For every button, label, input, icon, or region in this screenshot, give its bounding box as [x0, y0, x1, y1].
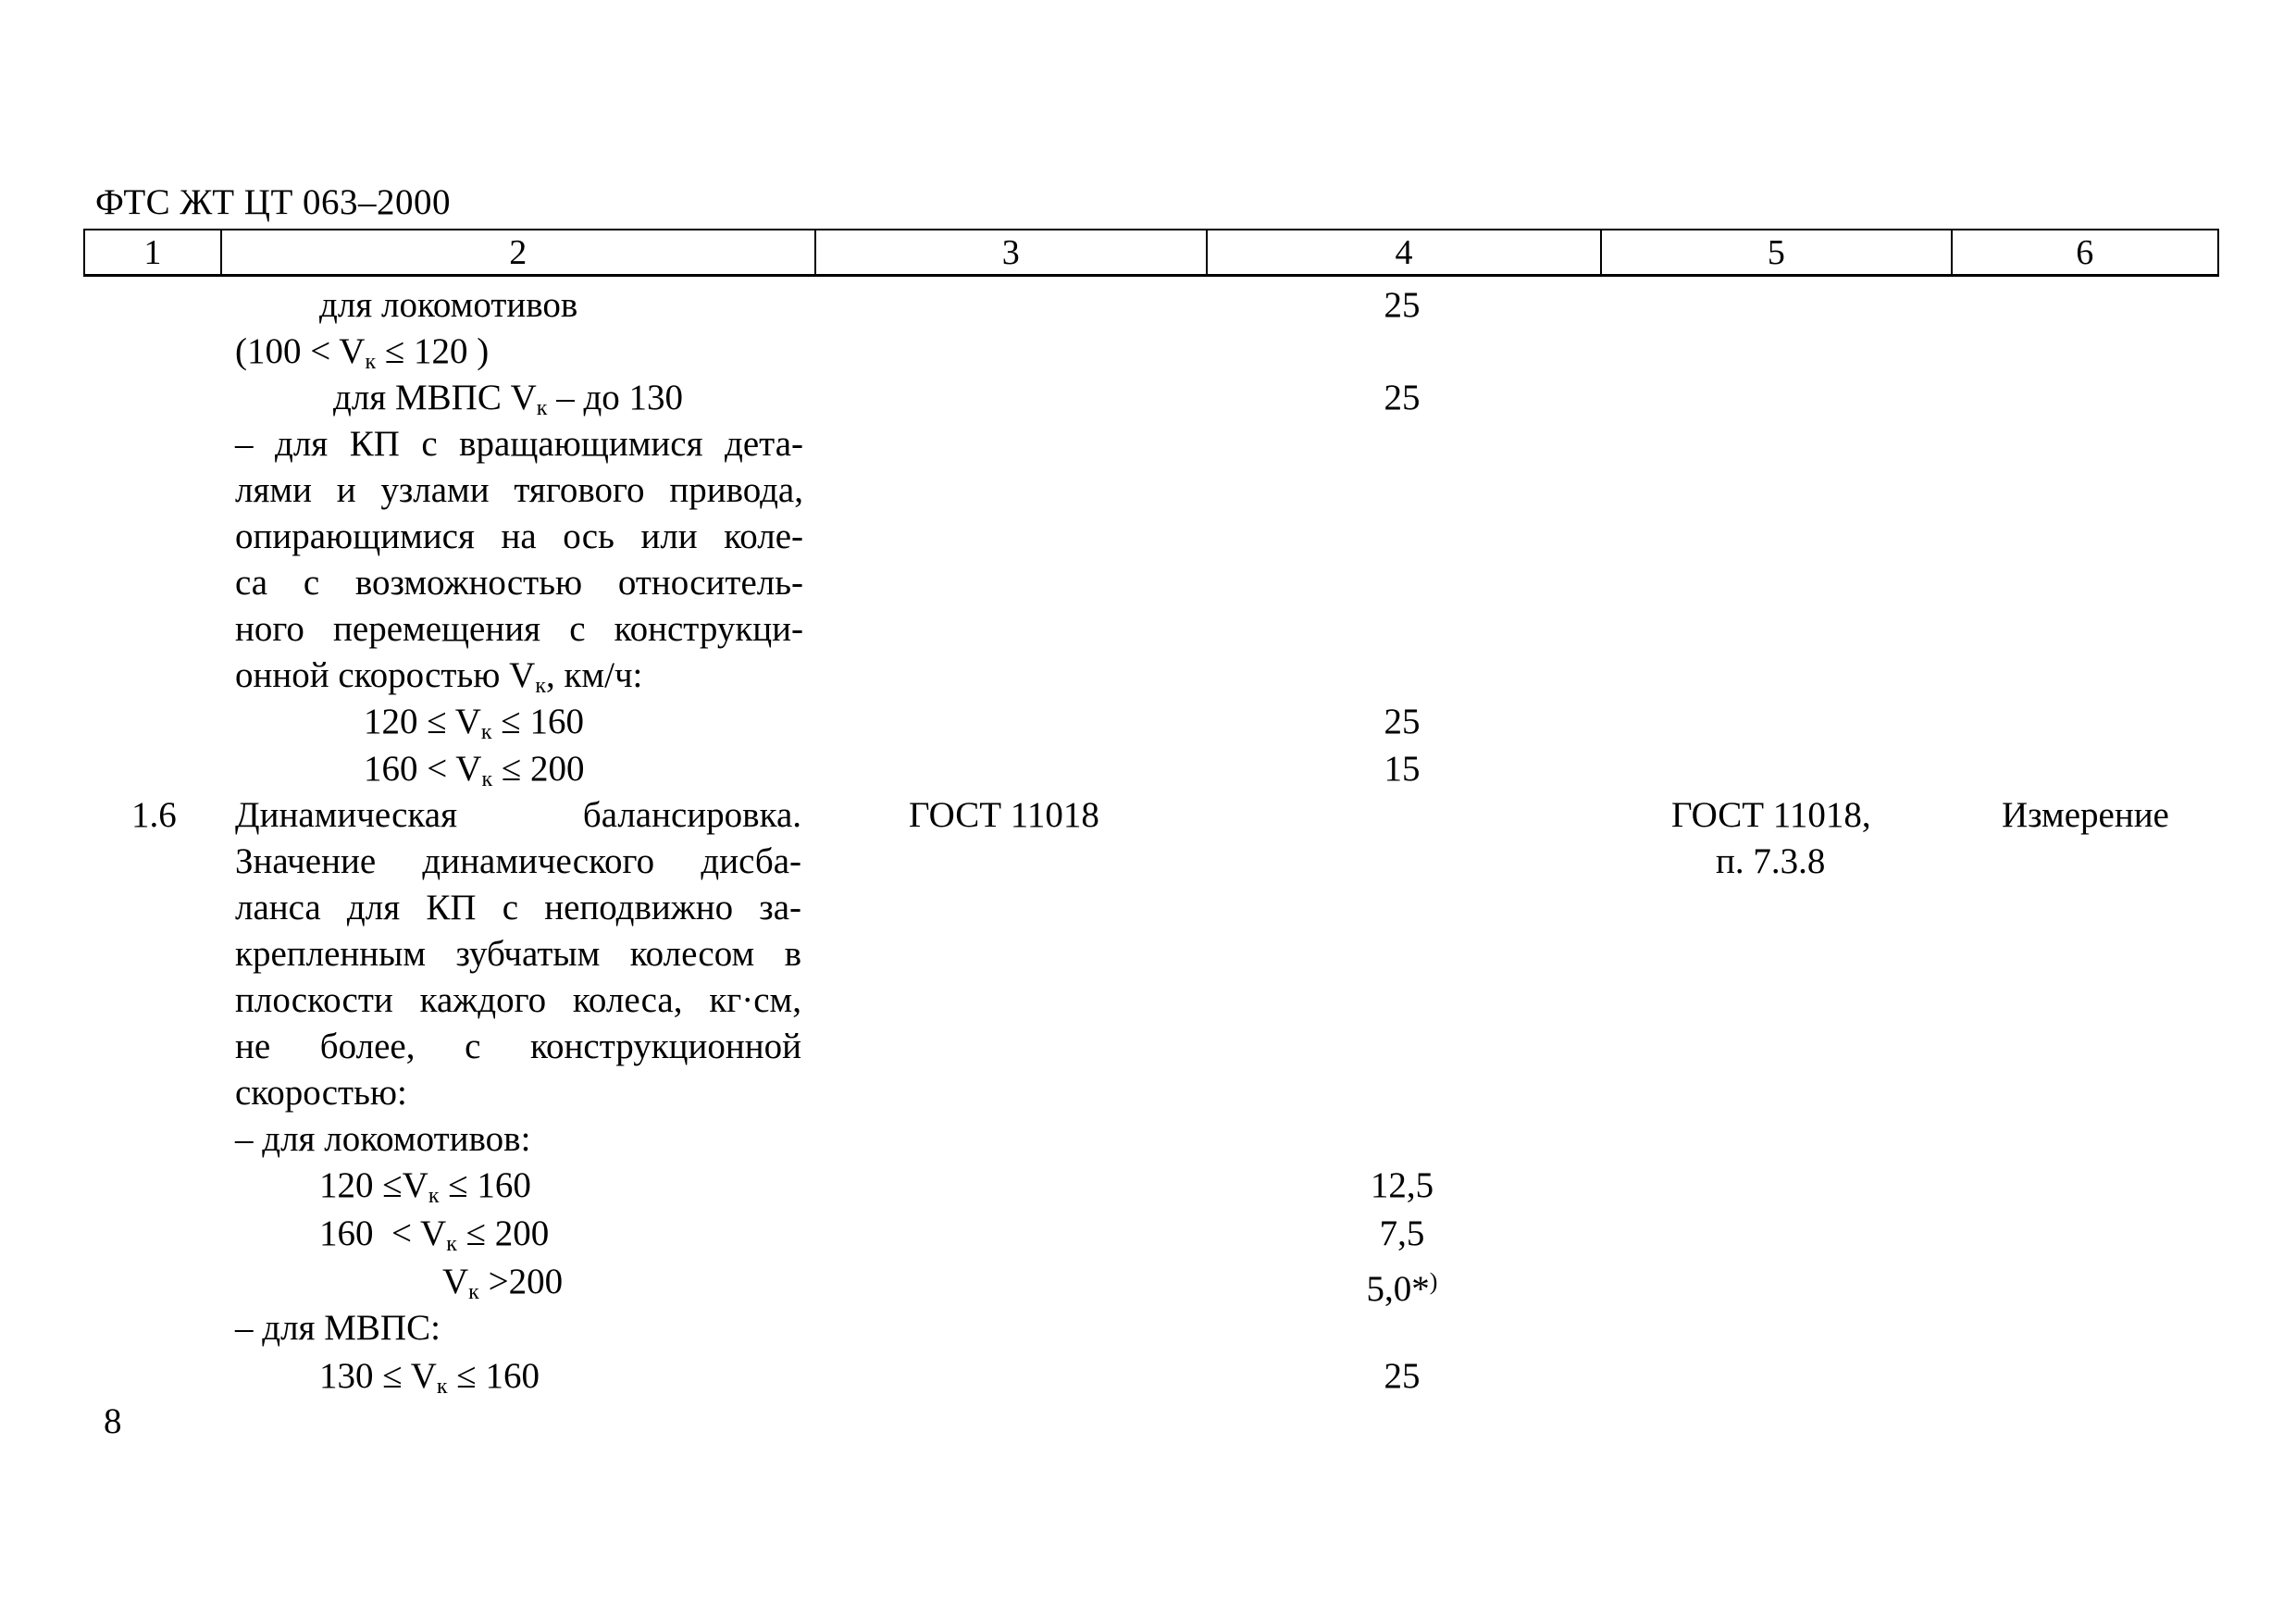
col-number-3: 3 — [816, 230, 1208, 274]
col-number-6: 6 — [2076, 232, 2094, 272]
balancing-description-line: ланса для КП с неподвижно за- — [235, 888, 801, 927]
kp-description-line: – для КП с вращающимися дета- — [235, 424, 803, 464]
balancing-description-line: Значение динамического дисба- — [235, 841, 801, 881]
balancing-description-line: плоскости каждого колеса, кг·см, — [235, 980, 801, 1020]
mvps-label: для МВПС $V_к$ – до 130 — [333, 378, 684, 420]
kp-description-line: ного перемещения с конструкци- — [235, 609, 803, 649]
locomotives-label: для локомотивов — [319, 285, 578, 325]
mvps-range-1: $130 \le V_к \le 160$ — [319, 1356, 540, 1399]
col-number-1: 1 — [85, 230, 222, 274]
control-type: Измерение — [2002, 795, 2169, 835]
balancing-description-line: не более, с конструкционной — [235, 1027, 801, 1066]
loco-range-2: $160 < V_к \le 200$ — [319, 1214, 550, 1256]
mvps-label-2: – для МВПС: — [235, 1308, 441, 1348]
col-number-4: 4 — [1208, 230, 1602, 274]
table-column-numbers — [83, 229, 2219, 277]
method-reference-line1: ГОСТ 11018, — [1671, 795, 1871, 835]
document-code: ФТС ЖТ ЦТ 063–2000 — [95, 182, 452, 222]
kp-range-1-value: 25 — [1384, 702, 1421, 741]
col-number-5: 5 — [1602, 230, 1952, 274]
loco-range-1: $120 \le V_к \le 160$ — [319, 1165, 531, 1208]
locomotives-range: ($100 < V_к \le 120$ ) — [235, 331, 490, 374]
locomotives-value: 25 — [1384, 285, 1421, 325]
loco-range-3: $V_к >200$ — [442, 1262, 564, 1304]
balancing-description-line: крепленным зубчатым колесом в — [235, 934, 801, 974]
kp-range-2-value: 15 — [1384, 749, 1421, 789]
row-number: 1.6 — [131, 795, 177, 835]
col-number-2: 2 — [222, 230, 816, 274]
kp-range-1: $120 \le V_к \le 160$ — [364, 702, 584, 744]
standard-reference: ГОСТ 11018 — [909, 795, 1099, 835]
kp-description-last: онной скоростью $V_к$, км/ч: — [235, 655, 643, 698]
kp-description-line: са с возможностью относитель- — [235, 563, 803, 603]
loco-range-3-value: 5,0*) — [1366, 1268, 1438, 1309]
kp-description-line: опирающимися на ось или коле- — [235, 517, 803, 556]
page-number: 8 — [104, 1401, 122, 1441]
mvps-range-1-value: 25 — [1384, 1356, 1421, 1396]
method-reference-line2: п. 7.3.8 — [1716, 841, 1826, 881]
balancing-description-last: скоростью: — [235, 1073, 407, 1113]
balancing-description-line: Динамическая балансировка. — [235, 795, 801, 835]
kp-range-2: $160 < V_к \le 200$ — [364, 749, 585, 791]
loco-range-1-value: 12,5 — [1370, 1165, 1434, 1205]
loco-range-2-value: 7,5 — [1379, 1214, 1425, 1253]
kp-description-line: лями и узлами тягового привода, — [235, 470, 803, 510]
mvps-value: 25 — [1384, 378, 1421, 417]
loco-label: – для локомотивов: — [235, 1119, 531, 1159]
